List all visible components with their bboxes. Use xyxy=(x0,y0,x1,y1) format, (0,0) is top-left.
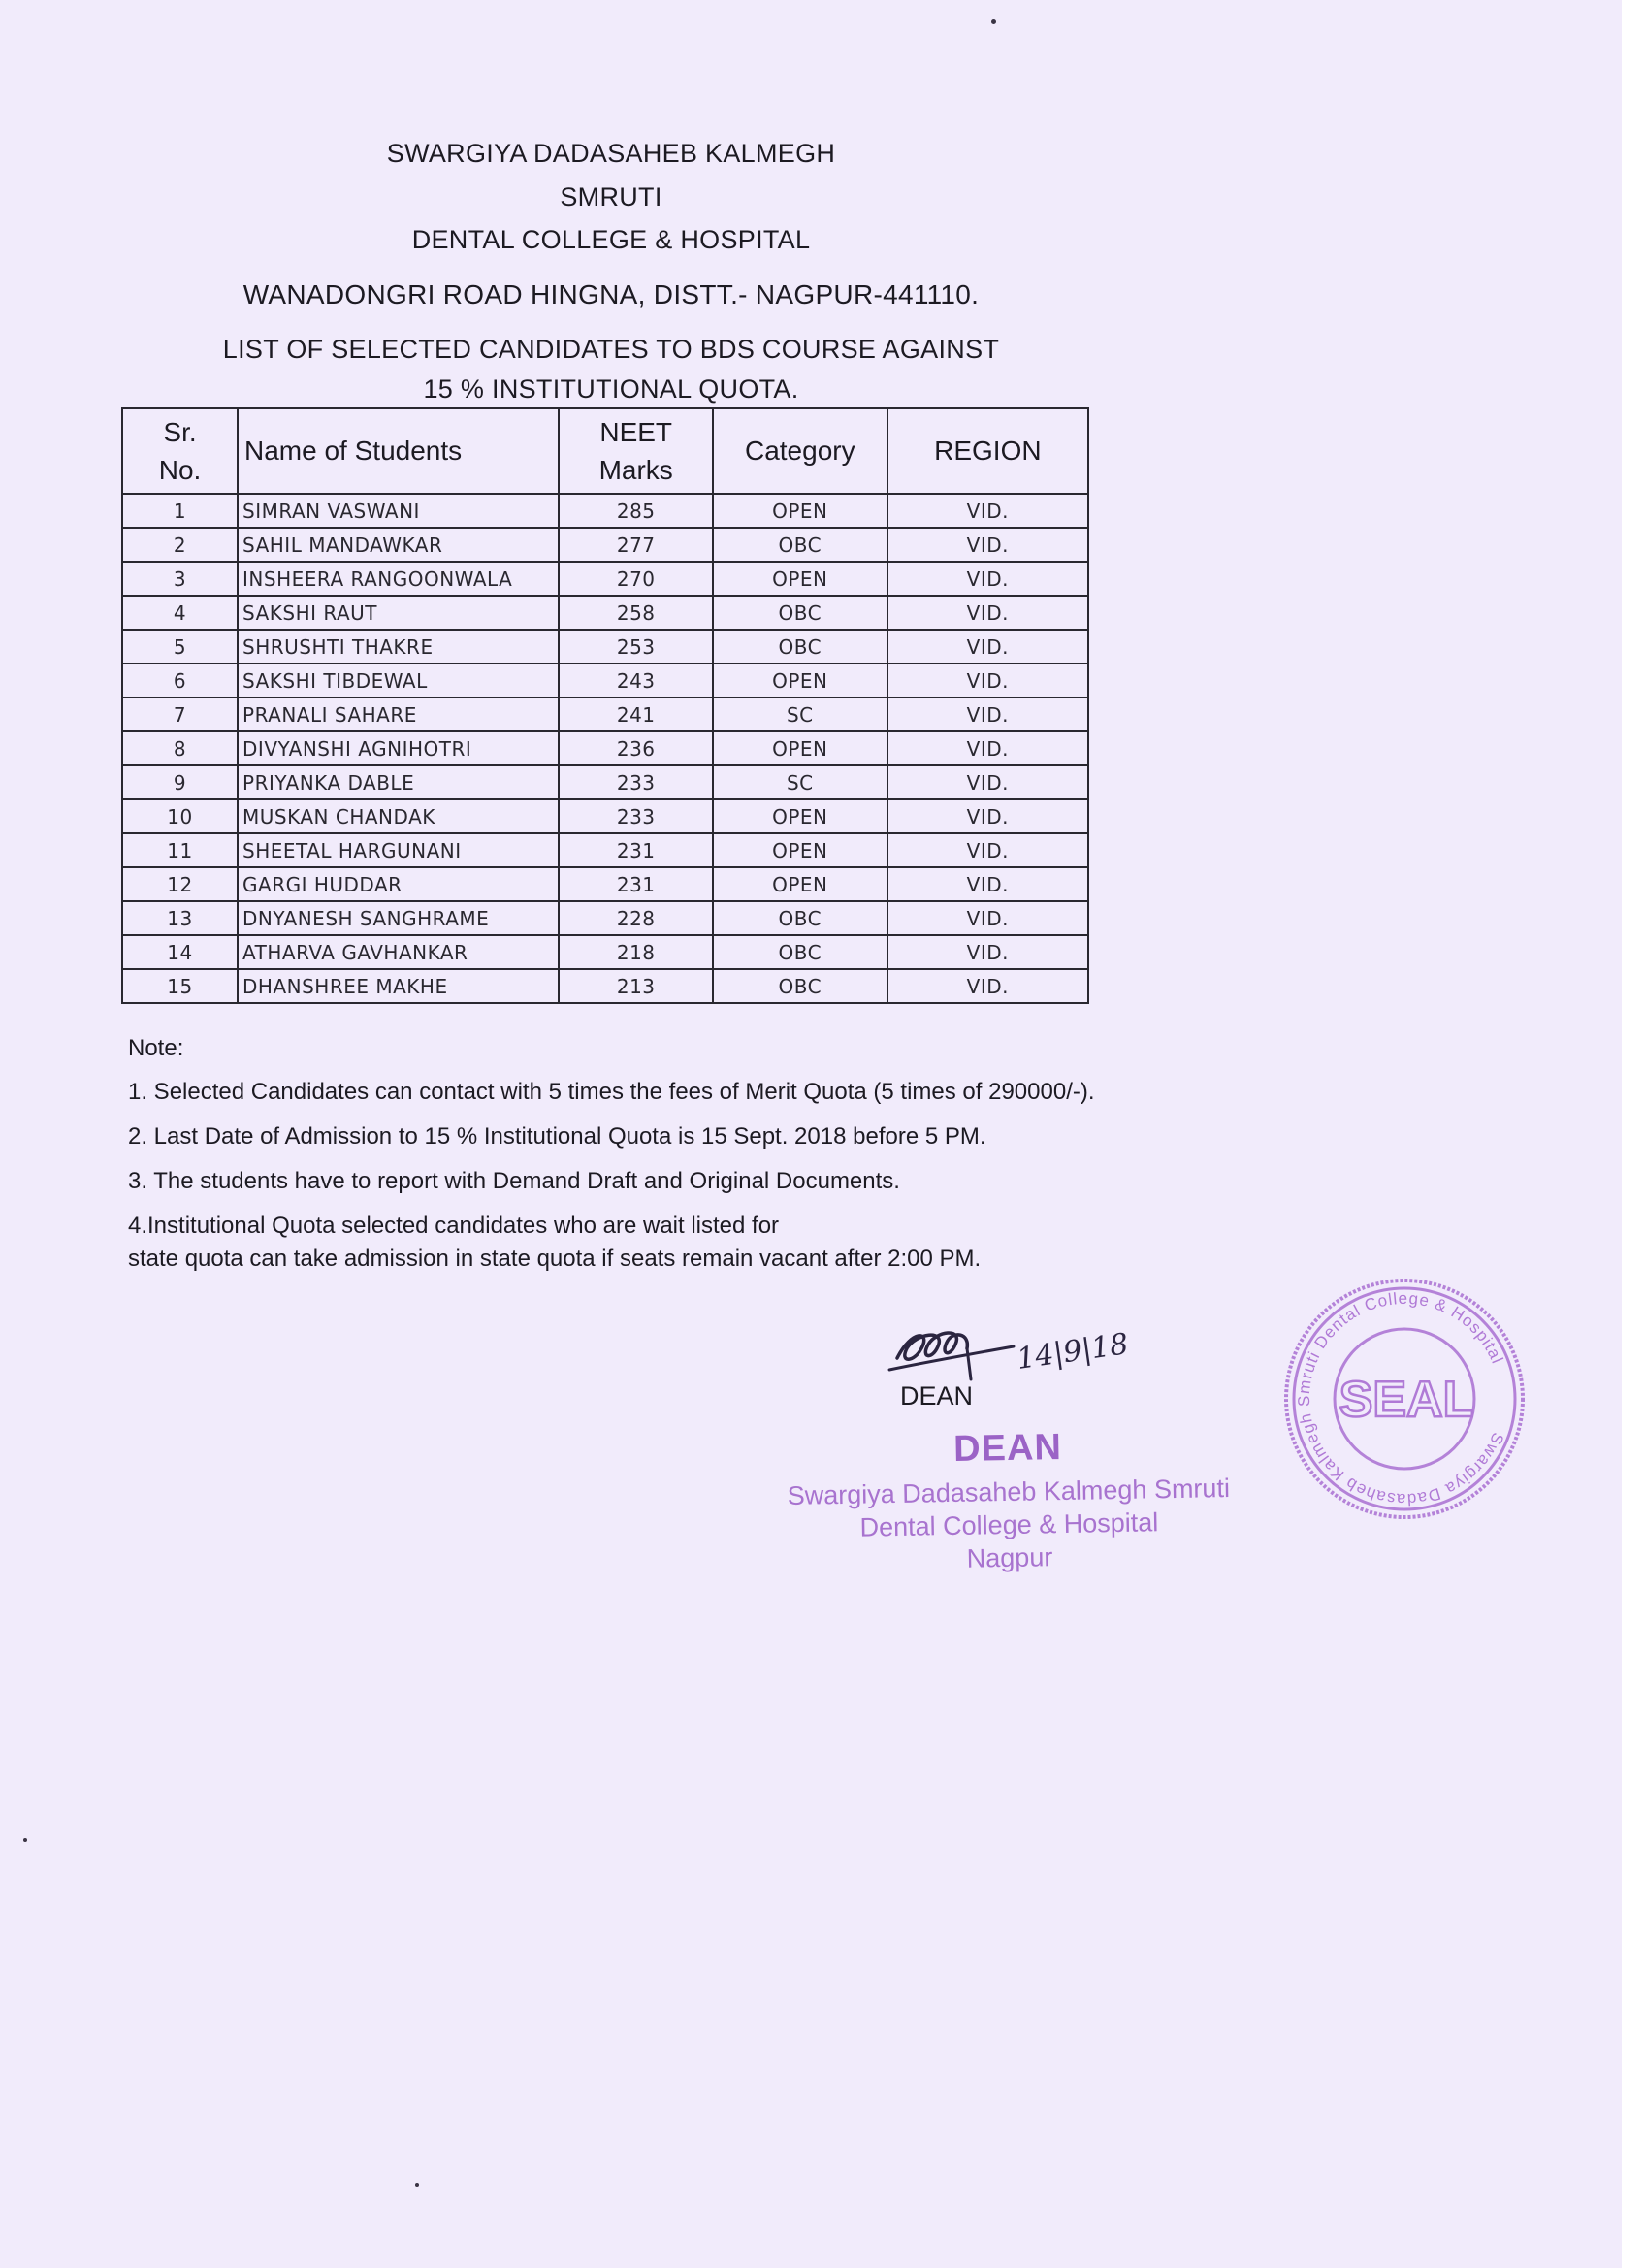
cell-name: PRIYANKA DABLE xyxy=(238,765,559,799)
college-name-line2: SMRUTI xyxy=(560,182,662,211)
table-row xyxy=(122,596,1088,630)
cell-sr: 9 xyxy=(122,765,238,799)
seal-center-text: SEAL xyxy=(1339,1372,1474,1428)
table-row xyxy=(122,833,1088,867)
dean-stamp xyxy=(736,1423,1282,1579)
cell-sr: 14 xyxy=(122,935,238,969)
cell-region: VID. xyxy=(887,799,1088,833)
note-item-4-continued: state quota can take admission in state quota if seats remain vacant after 2:00 PM. xyxy=(128,1246,982,1272)
cell-sr: 1 xyxy=(122,494,238,528)
table-row xyxy=(122,935,1088,969)
cell-category: OBC xyxy=(713,935,887,969)
scan-margin xyxy=(1622,0,1645,2268)
cell-name: SAKSHI TIBDEWAL xyxy=(238,664,559,697)
list-title-line1: LIST OF SELECTED CANDIDATES TO BDS COURSE AGAINST xyxy=(222,335,1000,364)
stamp-line-2: Dental College & Hospital xyxy=(859,1507,1159,1542)
header-sr-no xyxy=(122,408,238,494)
cell-name: DHANSHREE MAKHE xyxy=(238,969,559,1003)
cell-region: VID. xyxy=(887,697,1088,731)
cell-marks: 231 xyxy=(559,833,712,867)
college-name-line3: DENTAL COLLEGE & HOSPITAL xyxy=(411,225,811,254)
selected-candidates-table xyxy=(121,407,1089,1004)
cell-name: SAKSHI RAUT xyxy=(238,596,559,630)
seal-ring-text: Swargiya Dadasaheb Kalmegh Smruti Dental College & Hospital xyxy=(1294,1288,1508,1509)
table-row xyxy=(122,969,1088,1003)
header-sr-line2: No. xyxy=(158,455,202,485)
header-category: Category xyxy=(713,408,887,494)
note-item-2: 2. Last Date of Admission to 15 % Institutional Quota is 15 Sept. 2018 before 5 PM. xyxy=(128,1123,986,1150)
cell-sr: 6 xyxy=(122,664,238,697)
table-row xyxy=(122,901,1088,935)
paper-speck xyxy=(991,19,996,24)
cell-category: SC xyxy=(713,765,887,799)
cell-name: SHRUSHTI THAKRE xyxy=(238,630,559,664)
college-seal xyxy=(1278,1273,1531,1525)
header-region: REGION xyxy=(887,408,1088,494)
cell-name: DIVYANSHI AGNIHOTRI xyxy=(238,731,559,765)
cell-sr: 2 xyxy=(122,528,238,562)
table-row xyxy=(122,799,1088,833)
cell-name: DNYANESH SANGHRAME xyxy=(238,901,559,935)
note-item-4: 4.Institutional Quota selected candidates who are wait listed for xyxy=(128,1213,780,1239)
cell-category: OBC xyxy=(713,528,887,562)
table-row xyxy=(122,528,1088,562)
cell-marks: 258 xyxy=(559,596,712,630)
cell-marks: 270 xyxy=(559,562,712,596)
cell-name: SIMRAN VASWANI xyxy=(238,494,559,528)
cell-region: VID. xyxy=(887,867,1088,901)
cell-region: VID. xyxy=(887,935,1088,969)
college-name-line1: SWARGIYA DADASAHEB KALMEGH xyxy=(386,139,836,168)
cell-sr: 4 xyxy=(122,596,238,630)
note-item-3: 3. The students have to report with Demand Draft and Original Documents. xyxy=(128,1168,900,1194)
signature-date: 14|9|18 xyxy=(1015,1327,1131,1377)
cell-name: MUSKAN CHANDAK xyxy=(238,799,559,833)
cell-name: SHEETAL HARGUNANI xyxy=(238,833,559,867)
cell-marks: 231 xyxy=(559,867,712,901)
dean-label: DEAN xyxy=(900,1381,974,1410)
header-neet-marks xyxy=(559,408,712,494)
cell-category: SC xyxy=(713,697,887,731)
table-row xyxy=(122,731,1088,765)
cell-category: OPEN xyxy=(713,494,887,528)
cell-region: VID. xyxy=(887,901,1088,935)
cell-region: VID. xyxy=(887,494,1088,528)
cell-sr: 8 xyxy=(122,731,238,765)
cell-name: ATHARVA GAVHANKAR xyxy=(238,935,559,969)
cell-marks: 228 xyxy=(559,901,712,935)
college-address: WANADONGRI ROAD HINGNA, DISTT.- NAGPUR-441110. xyxy=(242,279,980,309)
cell-category: OBC xyxy=(713,630,887,664)
cell-region: VID. xyxy=(887,562,1088,596)
cell-name: SAHIL MANDAWKAR xyxy=(238,528,559,562)
cell-category: OBC xyxy=(713,901,887,935)
cell-sr: 13 xyxy=(122,901,238,935)
cell-marks: 236 xyxy=(559,731,712,765)
table-row xyxy=(122,664,1088,697)
table-row xyxy=(122,867,1088,901)
notes-section xyxy=(128,1035,1292,1273)
header-sr-line1: Sr. xyxy=(163,416,197,447)
cell-region: VID. xyxy=(887,528,1088,562)
stamp-title: DEAN xyxy=(952,1427,1063,1470)
table-row xyxy=(122,494,1088,528)
table-row xyxy=(122,765,1088,799)
cell-region: VID. xyxy=(887,765,1088,799)
cell-category: OPEN xyxy=(713,664,887,697)
stamp-line-1: Swargiya Dadasaheb Kalmegh Smruti xyxy=(787,1474,1231,1510)
cell-region: VID. xyxy=(887,731,1088,765)
note-item-1: 1. Selected Candidates can contact with 5 times the fees of Merit Quota (5 times of 290000/-). xyxy=(128,1079,1095,1105)
cell-category: OBC xyxy=(713,969,887,1003)
cell-marks: 233 xyxy=(559,765,712,799)
cell-category: OPEN xyxy=(713,562,887,596)
cell-category: OPEN xyxy=(713,833,887,867)
cell-name: PRANALI SAHARE xyxy=(238,697,559,731)
table-row xyxy=(122,562,1088,596)
cell-marks: 253 xyxy=(559,630,712,664)
cell-name: GARGI HUDDAR xyxy=(238,867,559,901)
cell-sr: 15 xyxy=(122,969,238,1003)
cell-sr: 11 xyxy=(122,833,238,867)
paper-speck xyxy=(415,2183,419,2187)
cell-sr: 5 xyxy=(122,630,238,664)
cell-marks: 233 xyxy=(559,799,712,833)
notes-title: Note: xyxy=(128,1035,184,1061)
cell-sr: 3 xyxy=(122,562,238,596)
cell-sr: 12 xyxy=(122,867,238,901)
cell-category: OPEN xyxy=(713,867,887,901)
cell-category: OPEN xyxy=(713,731,887,765)
list-title-line2: 15 % INSTITUTIONAL QUOTA. xyxy=(423,374,799,404)
table-row xyxy=(122,630,1088,664)
cell-region: VID. xyxy=(887,833,1088,867)
header-marks-line1: NEET xyxy=(599,416,673,447)
header-marks-line2: Marks xyxy=(598,455,673,485)
cell-marks: 241 xyxy=(559,697,712,731)
cell-marks: 243 xyxy=(559,664,712,697)
cell-region: VID. xyxy=(887,969,1088,1003)
cell-region: VID. xyxy=(887,630,1088,664)
paper-speck xyxy=(23,1838,27,1842)
cell-sr: 7 xyxy=(122,697,238,731)
stamp-line-3: Nagpur xyxy=(966,1542,1053,1573)
table-row xyxy=(122,697,1088,731)
cell-marks: 213 xyxy=(559,969,712,1003)
cell-sr: 10 xyxy=(122,799,238,833)
header-name: Name of Students xyxy=(238,408,559,494)
cell-name: INSHEERA RANGOONWALA xyxy=(238,562,559,596)
cell-marks: 218 xyxy=(559,935,712,969)
table-header-row xyxy=(122,408,1088,494)
cell-marks: 277 xyxy=(559,528,712,562)
cell-region: VID. xyxy=(887,664,1088,697)
cell-category: OBC xyxy=(713,596,887,630)
cell-marks: 285 xyxy=(559,494,712,528)
cell-region: VID. xyxy=(887,596,1088,630)
signature-scribble xyxy=(878,1319,1023,1387)
cell-category: OPEN xyxy=(713,799,887,833)
